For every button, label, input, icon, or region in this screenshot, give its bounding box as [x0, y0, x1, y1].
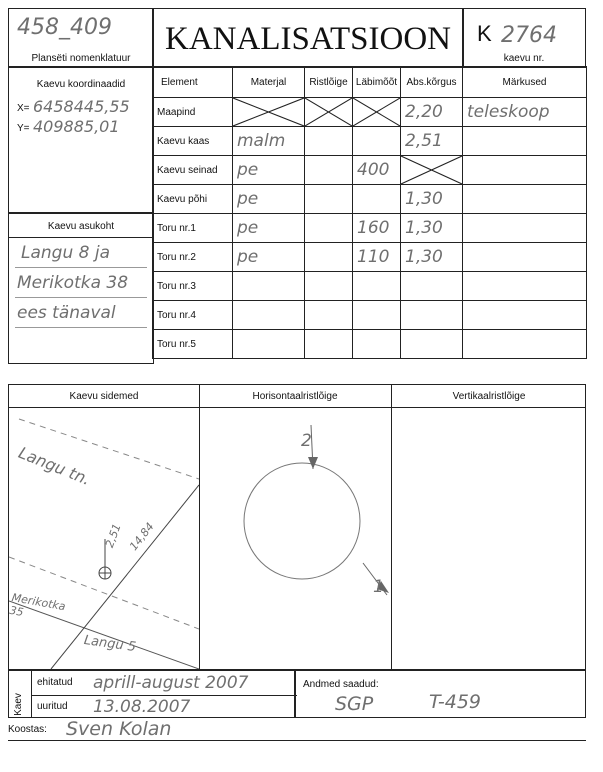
cell-labimoot	[353, 127, 401, 156]
location-line-1: Langu 8 ja	[21, 243, 110, 263]
cell-markused	[463, 330, 587, 359]
cell-abs	[401, 156, 463, 185]
header-markused: Märkused	[463, 67, 587, 98]
cell-ristloige	[305, 214, 353, 243]
cell-materjal	[233, 330, 305, 359]
cross-mark-icon	[353, 98, 400, 126]
cell-labimoot	[353, 330, 401, 359]
cell-materjal-value: pe	[237, 247, 259, 267]
construction-box	[8, 670, 296, 718]
header-ristloige: Ristlõige	[305, 67, 353, 98]
x-value: 6458445,55	[33, 97, 130, 116]
page-title: KANALISATSIOON	[165, 21, 451, 57]
cell-labimoot-value: 160	[357, 218, 390, 238]
col-vertikaal-label: Vertikaalristlõige	[452, 391, 526, 402]
cell-materjal-value: pe	[237, 218, 259, 238]
nomenclature-label: Plansëti nomenklatuur	[31, 53, 131, 64]
y-value: 409885,01	[33, 117, 120, 136]
kaev-label: Kaev	[12, 693, 24, 716]
cross-mark-icon	[305, 98, 352, 126]
row-element-label: Toru nr.4	[153, 301, 233, 330]
row-element-label: Toru nr.3	[153, 272, 233, 301]
cell-abs	[401, 214, 463, 243]
location-label: Kaevu asukoht	[47, 221, 115, 232]
compiled-label: Koostas:	[8, 724, 47, 735]
nomenclature-value: 458_409	[17, 15, 112, 40]
location-box	[8, 212, 154, 364]
col-sidemed-label: Kaevu sidemed	[69, 391, 139, 402]
cell-labimoot	[353, 214, 401, 243]
cell-labimoot	[353, 156, 401, 185]
coordinates-label: Kaevu koordinaadid	[36, 79, 126, 90]
table-row	[153, 185, 587, 214]
pipe-out-label: 1	[373, 577, 384, 597]
data-source-value-1: SGP	[335, 693, 374, 715]
cell-ristloige	[305, 330, 353, 359]
cell-ristloige	[305, 185, 353, 214]
sketch-house-left: Merikotka 35	[8, 591, 67, 620]
data-source-value-2: T-459	[429, 691, 482, 713]
cell-ristloige	[305, 272, 353, 301]
horizontal-section	[199, 407, 391, 669]
row-element-label: Maapind	[153, 98, 233, 127]
cell-materjal	[233, 98, 305, 127]
cross-mark-icon	[401, 156, 462, 184]
built-label: ehitatud	[37, 677, 73, 688]
nomenclature-box	[8, 8, 154, 68]
table-row	[153, 272, 587, 301]
cell-abs	[401, 301, 463, 330]
cell-abs	[401, 185, 463, 214]
x-label: X=	[17, 103, 30, 114]
cell-labimoot	[353, 272, 401, 301]
cell-abs-value: 1,30	[405, 189, 443, 209]
cell-materjal	[233, 272, 305, 301]
table-row	[153, 301, 587, 330]
cell-abs	[401, 127, 463, 156]
coordinates-box	[8, 66, 154, 214]
row-element-label: Toru nr.1	[153, 214, 233, 243]
header-labimoot: Läbimõõt	[353, 67, 401, 98]
cell-abs	[401, 330, 463, 359]
cell-materjal-value: pe	[237, 189, 259, 209]
col-horisontaal-label: Horisontaalristlõige	[252, 391, 338, 402]
header-element: Element	[153, 67, 233, 98]
cell-markused-value: teleskoop	[467, 102, 550, 122]
well-number-value: 2764	[501, 23, 557, 48]
cell-materjal	[233, 127, 305, 156]
table-row	[153, 156, 587, 185]
row-element-label: Toru nr.5	[153, 330, 233, 359]
cell-markused	[463, 301, 587, 330]
cell-abs-value: 1,30	[405, 218, 443, 238]
y-label: Y=	[17, 123, 30, 134]
cell-ristloige	[305, 98, 353, 127]
cell-abs	[401, 272, 463, 301]
element-table	[152, 66, 587, 359]
surveyed-label: uuritud	[37, 701, 68, 712]
sketch-street-top: Langu tn.	[15, 443, 94, 489]
cell-ristloige	[305, 127, 353, 156]
cell-labimoot	[353, 98, 401, 127]
row-element-label: Kaevu kaas	[153, 127, 233, 156]
location-line-3: ees tänaval	[17, 303, 116, 323]
cell-labimoot	[353, 301, 401, 330]
cell-materjal	[233, 243, 305, 272]
surveyed-value: 13.08.2007	[93, 697, 191, 717]
header-abs: Abs.kõrgus	[401, 67, 463, 98]
cell-labimoot-value: 400	[357, 160, 390, 180]
cell-abs-value: 2,20	[405, 102, 443, 122]
table-row	[153, 98, 587, 127]
cell-materjal	[233, 301, 305, 330]
cell-markused	[463, 214, 587, 243]
cell-markused	[463, 98, 587, 127]
cell-markused	[463, 185, 587, 214]
cell-labimoot	[353, 185, 401, 214]
cell-abs	[401, 98, 463, 127]
cell-abs-value: 2,51	[405, 131, 443, 151]
cell-labimoot	[353, 243, 401, 272]
sketch-street-bottom: Langu 5	[82, 633, 137, 656]
cell-materjal	[233, 214, 305, 243]
cell-materjal-value: pe	[237, 160, 259, 180]
table-row	[153, 214, 587, 243]
cell-ristloige	[305, 243, 353, 272]
table-row	[153, 127, 587, 156]
data-source-box	[294, 670, 586, 718]
pipe-in-label: 2	[301, 431, 312, 451]
built-value: aprill-august 2007	[93, 673, 249, 693]
table-header-row	[153, 67, 587, 98]
lower-section	[8, 384, 586, 670]
cell-ristloige	[305, 301, 353, 330]
cell-abs-value: 1,30	[405, 247, 443, 267]
row-element-label: Kaevu põhi	[153, 185, 233, 214]
cell-labimoot-value: 110	[357, 247, 390, 267]
location-sketch	[9, 407, 199, 669]
well-number-label: kaevu nr.	[503, 53, 545, 64]
cell-markused	[463, 272, 587, 301]
well-number-box	[462, 8, 586, 68]
sketch-distance-2: 14,84	[127, 520, 157, 554]
cell-abs	[401, 243, 463, 272]
cell-materjal	[233, 185, 305, 214]
row-element-label: Kaevu seinad	[153, 156, 233, 185]
table-row	[153, 330, 587, 359]
cell-ristloige	[305, 156, 353, 185]
cell-materjal	[233, 156, 305, 185]
compiled-value: Sven Kolan	[66, 718, 172, 740]
data-source-label: Andmed saadud:	[303, 679, 379, 690]
row-element-label: Toru nr.2	[153, 243, 233, 272]
table-row	[153, 243, 587, 272]
cross-mark-icon	[233, 98, 304, 126]
cell-materjal-value: malm	[237, 131, 286, 151]
cell-markused	[463, 156, 587, 185]
cell-markused	[463, 127, 587, 156]
sketch-distance-1: 2,51	[103, 521, 124, 550]
well-prefix: K	[477, 21, 492, 46]
cell-markused	[463, 243, 587, 272]
title-box	[152, 8, 464, 68]
header-materjal: Materjal	[233, 67, 305, 98]
location-line-2: Merikotka 38	[17, 273, 129, 293]
